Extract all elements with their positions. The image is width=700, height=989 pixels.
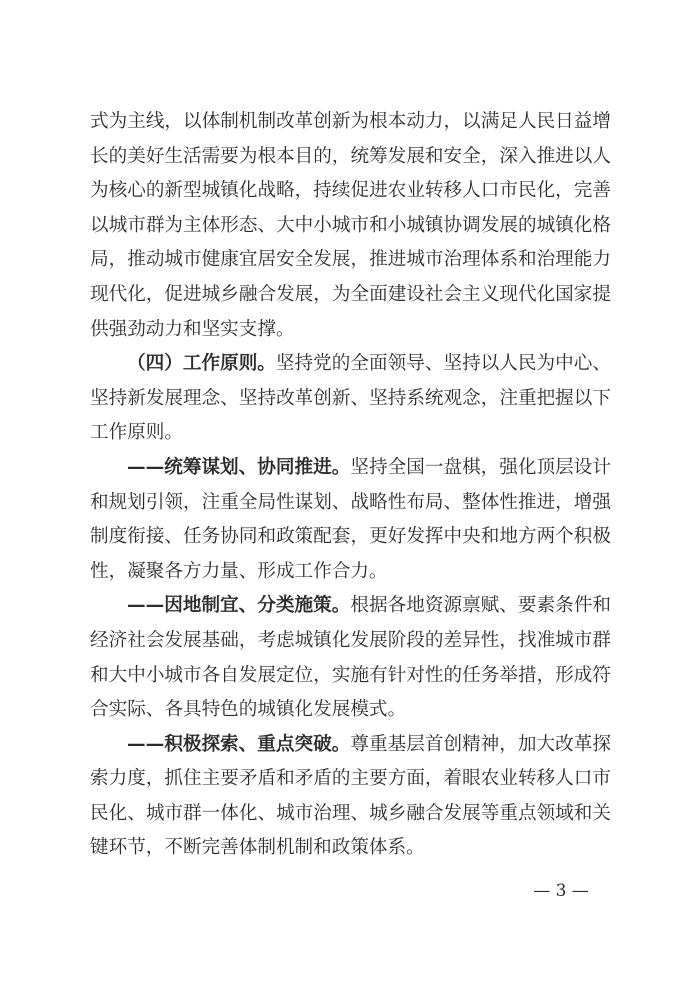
text-line [90,278,611,313]
text-run: 坚持全国一盘棋，强化顶层设计 [350,456,611,478]
text-line [90,486,611,521]
text-line [90,105,611,140]
text-run: 供强劲动力和坚实支撑。 [90,318,295,340]
text-run: 现代化，促进城乡融合发展，为全面建设社会主义现代化国家提 [90,283,611,305]
text-line [90,416,611,451]
text-line [90,243,611,278]
text-line [90,728,611,763]
text-run: 合实际、各具特色的城镇化发展模式。 [90,699,407,721]
text-run: 尊重基层首创精神，加大改革探 [350,733,611,755]
page-footer [451,880,671,902]
emphasis-run: ——积极探索、重点突破。 [127,733,351,755]
emphasis-run: ——因地制宜、分类施策。 [127,595,351,617]
text-line [90,209,611,244]
text-run: 工作原则。 [90,422,183,444]
text-line [90,762,611,797]
text-run: 以城市群为主体形态、大中小城市和小城镇协调发展的城镇化格 [90,214,611,236]
text-line [90,589,611,624]
text-run: 式为主线，以体制机制改革创新为根本动力，以满足人民日益增 [90,111,611,132]
text-run: 性，凝聚各方力量、形成工作合力。 [90,560,388,582]
text-line [90,451,611,486]
text-line [90,382,611,417]
text-line [90,174,611,209]
text-run: 和大中小城市各自发展定位，实施有针对性的任务举措，形成符 [90,664,611,686]
text-line [90,659,611,694]
text-run: 键环节，不断完善体制机制和政策体系。 [90,837,425,859]
text-run: 坚持党的全面领导、坚持以人民为中心、 [275,353,611,375]
text-run: 坚持新发展理念、坚持改革创新、坚持系统观念，注重把握以下 [90,387,611,409]
text-line [90,347,611,382]
emphasis-run: ——统筹谋划、协同推进。 [127,456,351,478]
text-line [90,831,611,866]
text-run: 根据各地资源禀赋、要素条件和 [350,595,611,617]
text-run: 和规划引领，注重全局性谋划、战略性布局、整体性推进，增强 [90,491,611,513]
text-line [90,555,611,590]
text-line [90,313,611,348]
text-line [90,693,611,728]
text-run: 局，推动城市健康宜居安全发展，推进城市治理体系和治理能力 [90,249,611,271]
text-run: 长的美好生活需要为根本目的，统筹发展和安全，深入推进以人 [90,145,611,167]
document-text [90,105,611,866]
text-run: 为核心的新型城镇化战略，持续促进农业转移人口市民化，完善 [90,180,611,202]
page-number: — 3 — [533,881,589,901]
text-line [90,520,611,555]
text-line [90,140,611,175]
text-line [90,797,611,832]
text-line [90,624,611,659]
text-run: 索力度，抓住主要矛盾和矛盾的主要方面，着眼农业转移人口市 [90,768,611,790]
emphasis-run: （四）工作原则。 [127,353,276,375]
text-run: 经济社会发展基础，考虑城镇化发展阶段的差异性，找准城市群 [90,629,611,651]
text-run: 制度衔接、任务协同和政策配套，更好发挥中央和地方两个积极 [90,526,611,548]
text-run: 民化、城市群一体化、城市治理、城乡融合发展等重点领域和关 [90,802,611,824]
